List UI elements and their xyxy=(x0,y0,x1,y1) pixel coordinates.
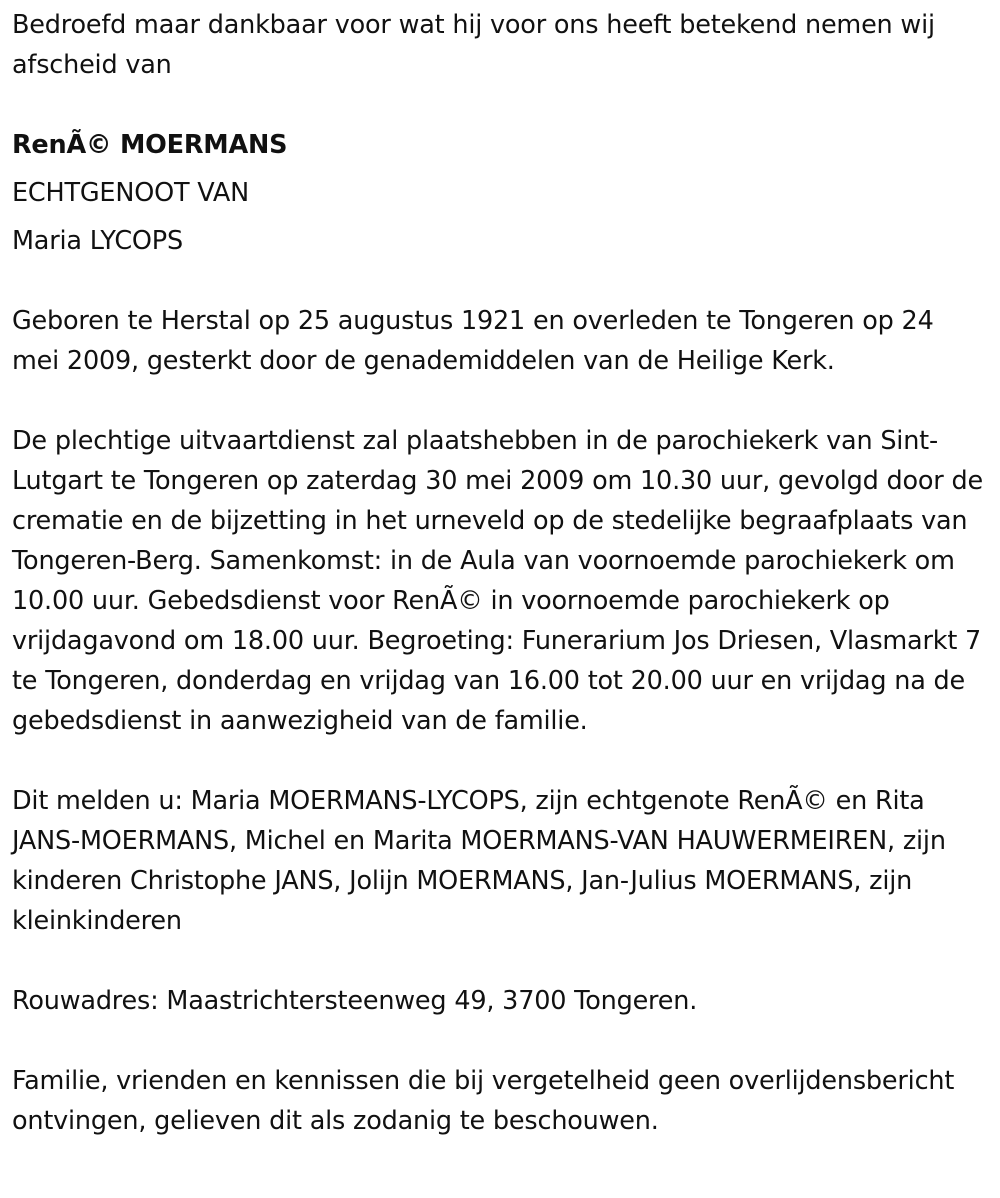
spouse-name: Maria LYCOPS xyxy=(12,226,183,256)
service-details-paragraph: De plechtige uitvaartdienst zal plaatshebben in de parochiekerk van Sint-Lutgart te Tongeren op zaterdag 30 mei 2009 om 10.30 uur, gevolgd door de crematie en de bijzetting in het urneveld op de stedelijke begraafplaats van Tongeren-Berg. Samenkomst: in de Aula van voornoemde parochiekerk om 10.00 uur. Gebedsdienst voor RenÃ© in voornoemde parochiekerk op vrijdagavond om 18.00 uur. Begroeting: Funerarium Jos Driesen, Vlasmarkt 7 te Tongeren, donderdag en vrijdag van 16.00 tot 20.00 uur en vrijdag na de gebedsdienst in aanwezigheid van de familie. xyxy=(12,426,983,736)
intro-paragraph: Bedroefd maar dankbaar voor wat hij voor ons heeft betekend nemen wij afscheid van xyxy=(12,10,935,80)
closing-note: Familie, vrienden en kennissen die bij vergetelheid geen overlijdensbericht ontvingen, gelieven dit als zodanig te beschouwen. xyxy=(12,1066,955,1136)
mourning-address: Rouwadres: Maastrichtersteenweg 49, 3700 Tongeren. xyxy=(12,986,698,1016)
deceased-name: RenÃ© MOERMANS xyxy=(12,130,288,160)
spouse-label: ECHTGENOOT VAN xyxy=(12,178,249,208)
announcers-paragraph: Dit melden u: Maria MOERMANS-LYCOPS, zijn echtgenote RenÃ© en Rita JANS-MOERMANS, Michel en Marita MOERMANS-VAN HAUWERMEIREN, zijn kinderen Christophe JANS, Jolijn MOERMANS, Jan-Julius MOERMANS, zijn kleinkinderen xyxy=(12,786,946,936)
birth-death-paragraph: Geboren te Herstal op 25 augustus 1921 en overleden te Tongeren op 24 mei 2009, gesterkt door de genademiddelen van de Heilige Kerk. xyxy=(12,306,934,376)
